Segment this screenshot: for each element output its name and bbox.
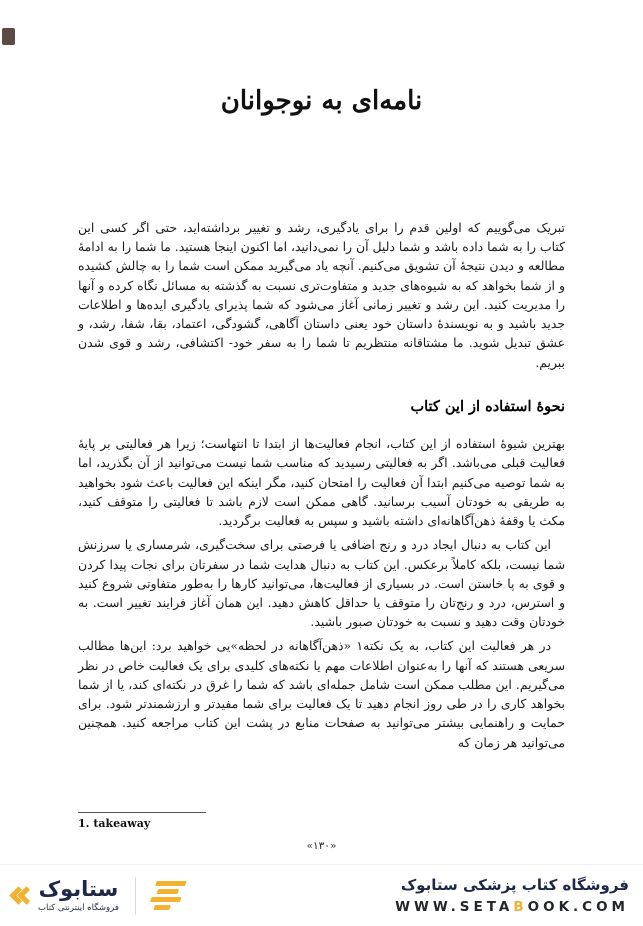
book-stack-icon xyxy=(147,881,186,910)
scan-artifact xyxy=(2,28,15,45)
brand-name: ستابوک xyxy=(38,876,119,901)
paragraph: این کتاب به دنبال ایجاد درد و رنج اضافی یا فرصتی برای سخت‌گیری، شرمساری یا سرزنش شما نیست، بلکه کاملاً برعکس. این کتاب به دنبال هدایت شما در سفرتان برای نجات پیدا کردن و قوی به پا خاستن است. در بسیاری از فعالیت‌ها، می‌توانید کارها را به‌طور متفاوتی شروع کنید و استرس، درد و رنج‌تان را متوقف یا حداقل کاهش دهید. این همان آغاز فرایند تغییر است. به خودتان وقت دهید و نسبت به خودتان صبور باشید. xyxy=(78,537,565,630)
chevrons-icon xyxy=(12,889,28,902)
page-number: «۱۳۰» xyxy=(306,840,337,852)
website-suffix: OOK.COM xyxy=(527,899,629,915)
website-accent: B xyxy=(513,899,528,915)
page-body xyxy=(0,218,643,814)
page-title: نامه‌ای به نوجوانان xyxy=(220,86,423,116)
bookstore-info xyxy=(395,876,629,915)
paragraph: بهترین شیوهٔ استفاده از این کتاب، انجام فعالیت‌ها از ابتدا تا انتهاست؛ زیرا هر فعالیتی بر پایهٔ فعالیت قبلی می‌باشد. اگر به فعالیتی رسیدید که مناسب شما نیست می‌توانید از آن بگذرید، اما به شما توصیه می‌کنیم ابتدا آن فعالیت را امتحان کنید، مگر اینکه این فعالیت باعث شود بخواهید به طریقی به خودتان آسیب برسانید. گاهی ممکن است لازم باشد تا فعالیتی را متوقف کنید، مکث یا وقفهٔ ذهن‌آگاهانه‌ای داشته باشید و سپس به فعالیت برگردید. xyxy=(78,436,565,529)
brand-tagline: فروشگاه اینترنتی کتاب xyxy=(38,903,119,914)
logo-divider xyxy=(135,877,136,915)
website-link[interactable] xyxy=(395,899,629,915)
website-prefix: WWW.SETA xyxy=(395,899,514,915)
bookstore-logo[interactable] xyxy=(12,877,182,915)
section-heading: نحوهٔ استفاده از این کتاب xyxy=(410,397,565,415)
brand-block xyxy=(38,878,119,913)
footnote-block xyxy=(78,812,318,830)
bookstore-footer xyxy=(0,864,643,926)
store-title: فروشگاه کتاب پزشکی ستابوک xyxy=(400,876,629,894)
paragraph: در هر فعالیت این کتاب، به یک نکته۱ «ذهن‌آگاهانه در لحظه»یی خواهید برد: این‌ها مطالب سریعی هستند که آنها را به‌عنوان اطلاعات مهم یا نکته‌های کلیدی برای یک فعالیت خاص در نظر می‌گیریم. این مطلب ممکن است شامل جمله‌ای باشد که شما را غرق در نکته‌ای کند، یا از شما بخواهد کاری را در طی روز انجام دهید تا یک فعالیت برای شما مفیدتر و ارزشمندتر شود. برای حمایت و راهنمایی بیشتر می‌توانید به صفحات منابع در پشت این کتاب مراجعه کنید. همچنین می‌توانید هر زمان که xyxy=(78,638,565,750)
paragraph: تبریک می‌گوییم که اولین قدم را برای یادگیری، رشد و تغییر برداشته‌اید، حتی اگر کسی این کتاب را به شما داده باشد و شما دلیل آن را نمی‌دانید، اما اکنون اینجا هستید. ما شما را به ادامهٔ مطالعه و دیدن نتیجهٔ آن تشویق می‌کنیم. آنچه یاد می‌گیرید ممکن است شما را به چالش کشیده و از شما بخواهد که به شیوه‌های جدید و متفاوت‌تری نسبت به گذشته به مسائل نگاه کرده و آنها را مدیریت کنید. این رشد و تغییر زمانی آغاز می‌شود که شما پذیرای یادگیری ایده‌ها و اطلاعات جدید باشید و به نویسندهٔ داستان خود یعنی داستان آگاهی، گشودگی، اعتماد، بقا، شفا، رشد، و عشق تبدیل شوید. ما مشتاقانه منتظریم تا شما را به سفر خود- اکتشافی، رشد و قوی شدن ببریم. xyxy=(78,220,565,370)
footnote-text: 1. takeaway xyxy=(78,817,151,830)
footnote-divider xyxy=(78,812,206,813)
